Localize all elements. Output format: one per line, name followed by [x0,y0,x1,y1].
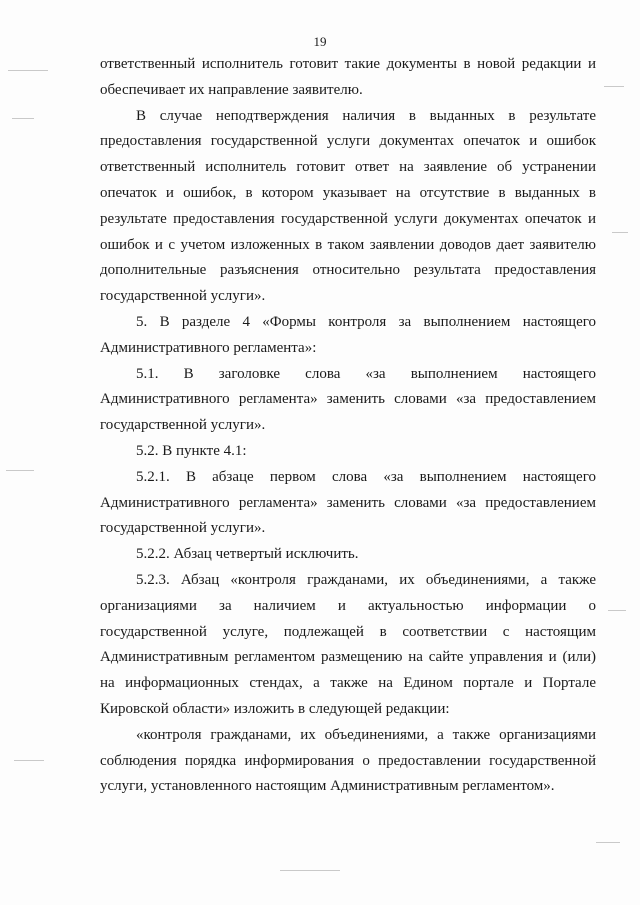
scan-speck [14,760,44,761]
paragraph-continuation: ответственный исполнитель готовит такие документы в новой редакции и обеспечивает их направление заявителю. [100,56,596,98]
document-body [100,52,596,800]
paragraph-refusal-case: В случае неподтверждения наличия в выданных в результате предоставления государственной услуги документах опечаток и ошибок ответственный исполнитель готовит ответ на заявление об устранении опечаток и ошибок, в котором указывает на отсутствие в выданных в результате предоставления государственной услуги документах опечаток и ошибок и с учетом изложенных в таком заявлении доводов дает заявителю дополнительные разъяснения относительно результата предоставления государственной услуги». [100,107,596,305]
scan-speck [596,842,620,843]
scan-speck [12,118,34,119]
scan-speck [6,470,34,471]
paragraph-new-wording: «контроля гражданами, их объединениями, а также организациями соблюдения порядка информирования о предоставлении государственной услуги, установленного настоящим Административным регламентом». [100,726,596,795]
page-number: 19 [313,34,327,49]
scan-speck [612,232,628,233]
paragraph-item-5-1: 5.1. В заголовке слова «за выполнением настоящего Административного регламента» заменить словами «за предоставлением государственной услуги». [100,365,596,434]
paragraph-item-5-2: 5.2. В пункте 4.1: [136,442,247,459]
scan-speck [8,70,48,71]
paragraph-item-5: 5. В разделе 4 «Формы контроля за выполнением настоящего Административного регламента»: [100,313,596,356]
scan-speck [604,86,624,87]
paragraph-item-5-2-3: 5.2.3. Абзац «контроля гражданами, их объединениями, а также организациями за наличием и актуальностью информации о государственной услуге, подлежащей в соответствии с настоящим Административным регламентом размещению на сайте управления и (или) на информационных стендах, а также на Едином портале и Портале Кировской области» изложить в следующей редакции: [100,571,596,717]
paragraph-item-5-2-2: 5.2.2. Абзац четвертый исключить. [136,546,359,563]
paragraph-item-5-2-1: 5.2.1. В абзаце первом слова «за выполнением настоящего Административного регламента» заменить словами «за предоставлением государственной услуги». [100,468,596,537]
scan-speck [280,870,340,871]
scan-speck [608,610,626,611]
